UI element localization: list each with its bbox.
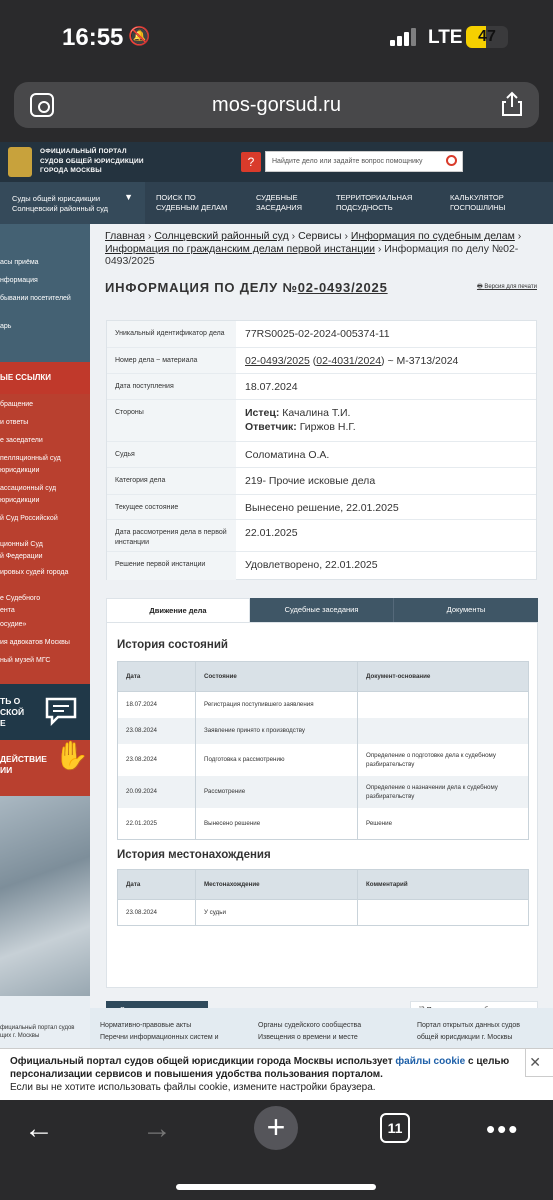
coat-of-arms-logo[interactable] xyxy=(8,147,32,177)
tab-documents[interactable]: Документы xyxy=(394,598,538,622)
browser-chrome xyxy=(0,78,553,142)
chevron-down-icon: ▼ xyxy=(124,192,133,202)
search-input[interactable] xyxy=(265,151,463,172)
court-selector-label: Суды общей юрисдикции xyxy=(12,194,101,203)
useful-link[interactable]: ировых судей города xyxy=(0,569,69,576)
tab-switcher-button[interactable]: 11 xyxy=(380,1113,410,1143)
location-title: История местонахождения xyxy=(117,849,271,861)
home-indicator xyxy=(176,1184,376,1190)
useful-link[interactable]: юрисдикции xyxy=(0,497,40,504)
table-cell: 20.09.2024 xyxy=(118,776,196,808)
close-icon[interactable]: ✕ xyxy=(529,1054,541,1070)
useful-links-header: ЫЕ ССЫЛКИ xyxy=(0,362,90,394)
useful-link[interactable]: ассационный суд xyxy=(0,485,57,492)
breadcrumb: Главная › Солнцевский районный суд › Сервисы › Информация по судебным делам › Информация по гражданским делам первой инстанции › Информация по делу №02-0493/2025 xyxy=(105,230,522,267)
case-row: Уникальный идентификатор дела 77RS0025-02-2024-005374-11 xyxy=(107,321,536,348)
useful-link[interactable]: й Федерации xyxy=(0,553,43,560)
main-content xyxy=(90,224,553,1100)
table-cell: Определение о подготовке дела к судебному разбирательству xyxy=(358,744,529,776)
case-row: Дата рассмотрения дела в первой инстанции 22.01.2025 xyxy=(107,520,536,552)
sidebar-info-block xyxy=(0,224,90,362)
table-row xyxy=(118,744,529,776)
breadcrumb-link[interactable]: Информация по гражданским делам первой инстанции xyxy=(105,242,375,255)
breadcrumb-current: Информация по делу №02-0493/2025 xyxy=(105,242,519,267)
breadcrumb-link[interactable]: Главная xyxy=(105,230,145,242)
table-cell: Подготовка к рассмотрению xyxy=(196,744,358,776)
table-cell: Определение о назначении дела к судебному разбирательству xyxy=(358,776,529,808)
search-placeholder: Найдите дело или задайте вопрос помощнику xyxy=(272,158,423,165)
cookie-link[interactable]: файлы cookie xyxy=(395,1056,466,1067)
footer-column: Нормативно-правовые акты Перечни информационных систем и xyxy=(100,1022,219,1041)
useful-link[interactable]: ный музей МГС xyxy=(0,657,51,664)
table-cell: Вынесено решение xyxy=(196,808,358,840)
table-cell xyxy=(358,718,529,744)
share-icon[interactable] xyxy=(501,91,523,117)
column-header: Дата xyxy=(118,662,196,692)
breadcrumb-link[interactable]: Информация по судебным делам xyxy=(350,230,515,242)
tab-case-movement[interactable]: Движение дела xyxy=(106,598,250,622)
case-info-table xyxy=(106,320,537,580)
useful-link[interactable]: е Судебного xyxy=(0,595,41,602)
table-cell: У судьи xyxy=(196,900,358,926)
case-row: Текущее состояние Вынесено решение, 22.01.2025 xyxy=(107,495,536,520)
table-row xyxy=(118,900,529,926)
forward-arrow-icon[interactable]: → xyxy=(142,1112,172,1145)
case-row: Стороны Истец: Качалина Т.И. Ответчик: Гиржов Н.Г. xyxy=(107,400,536,442)
case-row: Решение первой инстанции Удовлетворено, 22.01.2025 xyxy=(107,552,536,580)
table-cell: 22.01.2025 xyxy=(118,808,196,840)
table-cell: 23.08.2024 xyxy=(118,744,196,776)
table-row xyxy=(118,692,529,718)
location-table xyxy=(117,869,529,926)
sidebar-link[interactable]: арь xyxy=(0,323,12,330)
breadcrumb-link[interactable]: Солнцевский районный суд xyxy=(154,230,289,242)
cookie-banner: Официальный портал судов общей юрисдикции города Москвы использует файлы cookie с целью персонализации сервисов и повышения удобства пользования порталом. Если вы не хотите использовать файлы cookie, измените настройки браузера. ✕ xyxy=(0,1048,553,1100)
useful-link[interactable]: осудие» xyxy=(0,621,27,628)
tab-hearings[interactable]: Судебные заседания xyxy=(250,598,394,622)
column-header: Комментарий xyxy=(358,870,529,900)
sidebar-link[interactable]: бывании посетителей xyxy=(0,295,71,302)
column-header: Документ-основание xyxy=(358,662,529,692)
back-arrow-icon[interactable]: ← xyxy=(24,1112,54,1145)
footer-portal-name: фициальный портал судов щих г. Москвы xyxy=(0,1025,75,1039)
logo-line: ГОРОДА МОСКВЫ xyxy=(40,167,102,174)
search-icon[interactable] xyxy=(446,155,457,166)
battery-icon xyxy=(466,26,508,48)
useful-link[interactable]: и ответы xyxy=(0,419,29,426)
court-building-image xyxy=(0,796,90,996)
table-row xyxy=(118,776,529,808)
network-type: LTE xyxy=(428,27,463,48)
status-bar xyxy=(0,0,553,78)
battery-level: 47 xyxy=(478,28,496,45)
sidebar-feedback-block[interactable]: ТЬ О СКОЙ Е xyxy=(0,684,90,740)
column-header: Местонахождение xyxy=(196,870,358,900)
table-cell xyxy=(358,692,529,718)
table-cell: Решение xyxy=(358,808,529,840)
cookie-note: Если вы не хотите использовать файлы cookie, измените настройки браузера. xyxy=(10,1082,376,1093)
nav-item-jurisdiction[interactable]: ТЕРРИТОРИАЛЬНАЯ ПОДСУДНОСТЬ xyxy=(336,193,413,212)
address-bar[interactable] xyxy=(14,82,539,128)
help-question-icon[interactable]: ? xyxy=(241,152,261,172)
portal-header xyxy=(0,142,553,182)
portal-logo-text[interactable] xyxy=(40,147,144,176)
court-selector[interactable] xyxy=(0,182,145,224)
table-row xyxy=(118,808,529,840)
useful-link[interactable]: бращение xyxy=(0,401,34,408)
sidebar-anticorruption-block[interactable]: ДЕЙСТВИЕ ИИ ✋ xyxy=(0,740,90,796)
sidebar-link[interactable]: нформация xyxy=(0,277,38,284)
main-nav xyxy=(0,182,553,224)
tab-content xyxy=(106,622,538,988)
table-row xyxy=(118,718,529,744)
useful-links-list xyxy=(0,394,90,684)
sidebar-link[interactable]: асы приёма xyxy=(0,259,39,266)
sidebar xyxy=(0,224,90,1100)
useful-link[interactable]: е заседатели xyxy=(0,437,43,444)
table-cell: 23.08.2024 xyxy=(118,900,196,926)
table-cell: Рассмотрение xyxy=(196,776,358,808)
nav-item-hearings[interactable]: СУДЕБНЫЕ ЗАСЕДАНИЯ xyxy=(256,193,303,212)
page-title: ИНФОРМАЦИЯ ПО ДЕЛУ №02-0493/2025 xyxy=(105,280,388,295)
footer-column: Органы судейского сообщества Извещения о времени и месте xyxy=(258,1022,362,1041)
mute-bell-icon: 🔕 xyxy=(128,26,151,46)
useful-link[interactable]: пелляционный суд xyxy=(0,455,61,462)
history-title: История состояний xyxy=(117,639,228,651)
case-row: Номер дела ~ материала 02-0493/2025 (02-4031/2024) ~ М-3713/2024 xyxy=(107,348,536,374)
case-number-link[interactable]: 02-4031/2024 xyxy=(316,355,382,367)
useful-link[interactable]: й Суд Российской xyxy=(0,515,58,522)
column-header: Дата xyxy=(118,870,196,900)
case-row: Судья Соломатина О.А. xyxy=(107,442,536,468)
useful-link[interactable]: юрисдикции xyxy=(0,467,40,474)
table-cell xyxy=(358,900,529,926)
breadcrumb-link[interactable]: Сервисы xyxy=(298,230,342,242)
web-page xyxy=(0,142,553,1100)
useful-link[interactable]: ента xyxy=(0,607,15,614)
nav-item-case-search[interactable]: ПОИСК ПО СУДЕБНЫМ ДЕЛАМ xyxy=(156,193,228,212)
hand-icon: ✋ xyxy=(54,740,89,771)
case-row: Дата поступления 18.07.2024 xyxy=(107,374,536,400)
table-cell: 23.08.2024 xyxy=(118,718,196,744)
case-number-link[interactable]: 02-0493/2025 xyxy=(245,355,310,367)
url-domain[interactable]: mos-gorsud.ru xyxy=(212,94,341,116)
history-table xyxy=(117,661,529,840)
clock: 16:55 xyxy=(62,24,124,51)
nav-item-fee-calculator[interactable]: КАЛЬКУЛЯТОР ГОСПОШЛИНЫ xyxy=(450,193,506,212)
footer-column: Портал открытых данных судов общей юрисдикции г. Москвы xyxy=(417,1022,520,1041)
new-tab-plus-icon[interactable]: + xyxy=(254,1106,298,1150)
table-cell: 18.07.2024 xyxy=(118,692,196,718)
logo-line: ОФИЦИАЛЬНЫЙ ПОРТАЛ xyxy=(40,148,127,155)
court-selector-value: Солнцевский районный суд xyxy=(12,204,108,213)
column-header: Состояние xyxy=(196,662,358,692)
chat-icon xyxy=(44,696,78,726)
print-version-link[interactable]: 🖶 Версия для печати xyxy=(477,282,537,292)
signal-icon xyxy=(390,28,416,46)
useful-link[interactable]: ия адвокатов Москвы xyxy=(0,639,70,646)
more-menu-icon[interactable]: ••• xyxy=(486,1114,520,1144)
case-tabs xyxy=(106,598,538,622)
table-cell: Регистрация поступившего заявления xyxy=(196,692,358,718)
table-cell: Заявление принято к производству xyxy=(196,718,358,744)
logo-line: СУДОВ ОБЩЕЙ ЮРИСДИКЦИИ xyxy=(40,157,144,165)
useful-link[interactable]: ционный Суд xyxy=(0,541,43,548)
case-row: Категория дела 219- Прочие исковые дела xyxy=(107,468,536,495)
